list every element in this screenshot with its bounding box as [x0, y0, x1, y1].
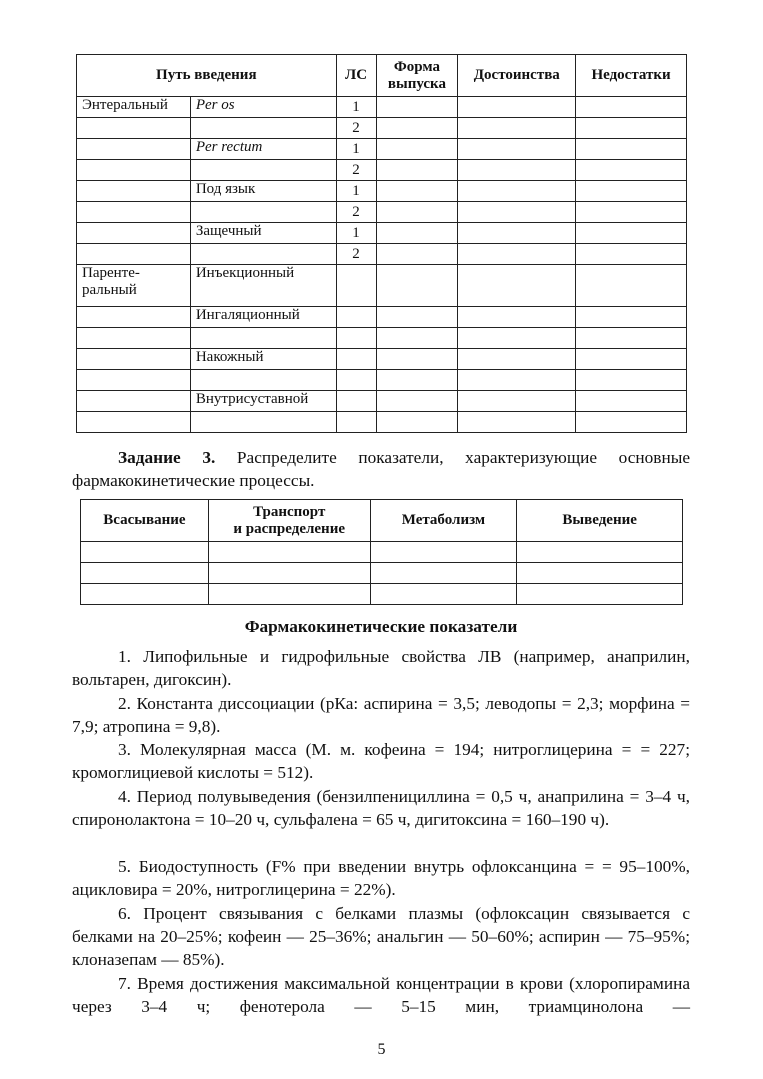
task3-paragraph [72, 446, 690, 492]
header-form: Форма выпуска [376, 55, 458, 97]
cell-num: 1 [336, 97, 376, 118]
cell-enteral: Энтеральный [77, 97, 191, 118]
cell-transdermal: Накожный [190, 349, 336, 370]
cell-num: 2 [336, 160, 376, 181]
cell-num: 2 [336, 244, 376, 265]
cell-num: 1 [336, 139, 376, 160]
cell-inhalation: Ингаляционный [190, 307, 336, 328]
list-item: 1. Липофильные и гидрофильные свойства ЛВ (например, анаприлин, вольтарен, дигоксин). [72, 647, 690, 689]
cell-num: 1 [336, 181, 376, 202]
cell-num: 2 [336, 202, 376, 223]
list-item: 3. Молекулярная масса (М. м. кофеина = 194; нитроглицерина = = 227; кромоглициевой кислоты = 512). [72, 740, 690, 782]
header-distribution: Транспорт и распределение [208, 500, 370, 542]
cell-per-os: Per os [190, 97, 336, 118]
list-item: 6. Процент связывания с белками плазмы (офлоксацин связывается с белками на 20–25%; кофеин — 25–36%; анальгин — 50–60%; аспирин — 75–95%; клоназепам — 85%). [72, 904, 690, 969]
cell-num: 2 [336, 118, 376, 139]
header-route: Путь введения [77, 55, 337, 97]
cell-injection: Инъекционный [190, 265, 336, 307]
section-title: Фармакокинетические показатели [244, 617, 518, 636]
header-excretion: Выведение [517, 500, 683, 542]
header-advantages: Достоинства [458, 55, 576, 97]
cell-parenteral: Паренте- ральный [77, 265, 191, 307]
cell-intraarticular: Внутрисуставной [190, 391, 336, 412]
list-item: 7. Время достижения максимальной концентрации в крови (хлоропирамина через 3–4 ч; фенотерола — 5–15 мин, триамцинолона — [72, 974, 690, 1016]
header-metabolism: Метаболизм [370, 500, 517, 542]
list-item: 5. Биодоступность (F% при введении внутрь офлоксанцина = = 95–100%, ацикловира = 20%, нитроглицерина = 22%). [72, 857, 690, 899]
cell-num: 1 [336, 223, 376, 244]
page-number: 5 [377, 1041, 386, 1058]
cell-sublingual: Под язык [190, 181, 336, 202]
cell-buccal: Защечный [190, 223, 336, 244]
task3-text: Распределите показатели, характеризующие основные фармакокинетические процессы. [72, 448, 690, 490]
task3-label: Задание 3. [118, 448, 216, 467]
header-absorption: Всасывание [81, 500, 209, 542]
route-table [76, 54, 687, 433]
cell-per-rectum: Per rectum [190, 139, 336, 160]
header-disadvantages: Недостатки [576, 55, 687, 97]
list-item: 4. Период полувыведения (бензилпенициллина = 0,5 ч, анаприлина = 3–4 ч, спиронолактона = 10–20 ч, сульфалена = 65 ч, дигитоксина = 160–190 ч). [72, 787, 690, 829]
process-table [80, 499, 683, 605]
list-item: 2. Константа диссоциации (рКа: аспирина = 3,5; леводопы = 2,3; морфина = 7,9; атропина = 9,8). [72, 694, 690, 736]
header-ls: ЛС [336, 55, 376, 97]
